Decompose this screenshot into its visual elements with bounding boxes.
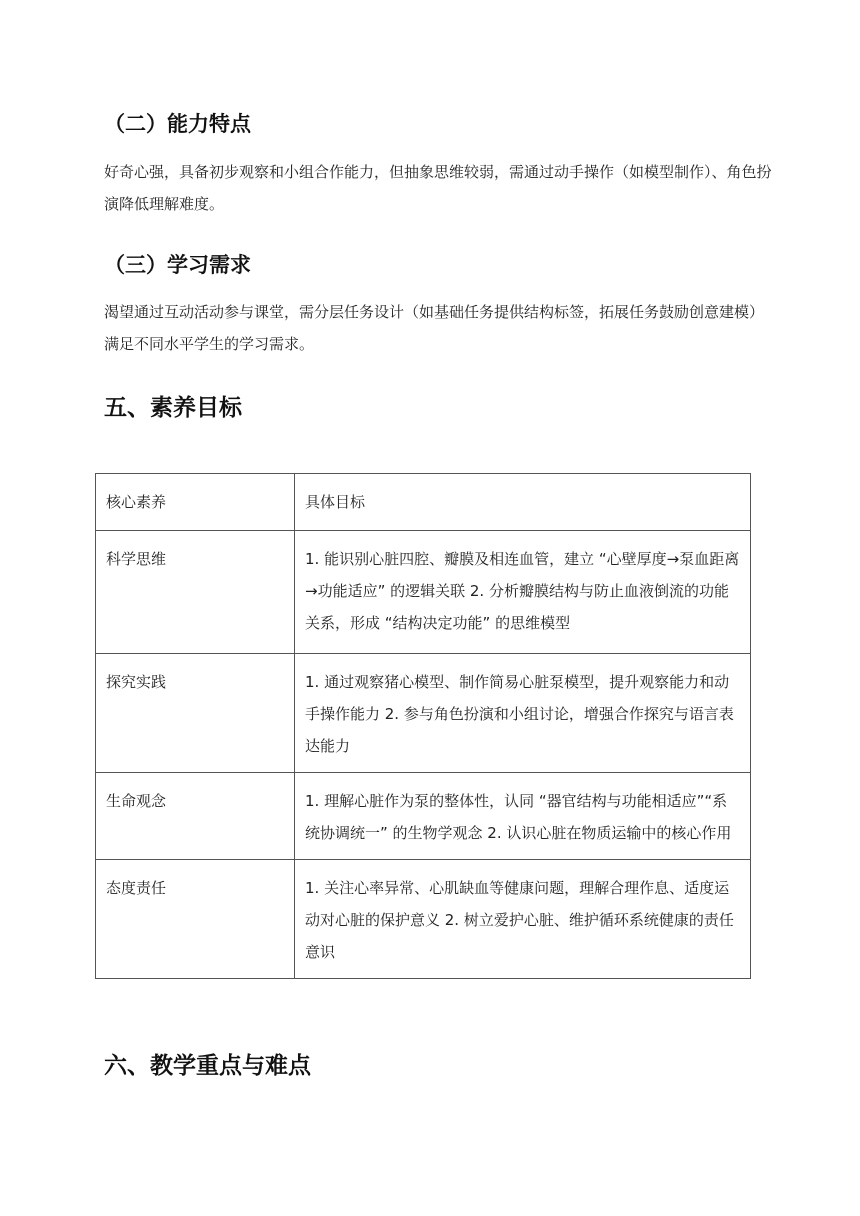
table-row xyxy=(96,531,751,654)
goals-table xyxy=(95,473,751,979)
literacy-cell: 探究实践 xyxy=(96,654,295,773)
section-text-needs: 渴望通过互动活动参与课堂，需分层任务设计（如基础任务提供结构标签，拓展任务鼓励创意建模）满足不同水平学生的学习需求。 xyxy=(104,303,765,353)
literacy-cell: 生命观念 xyxy=(96,773,295,860)
table-row xyxy=(96,773,751,860)
goal-cell: 1. 关注心率异常、心肌缺血等健康问题，理解合理作息、适度运动对心脏的保护意义 2. 树立爱护心脏、维护循环系统健康的责任意识 xyxy=(295,860,751,979)
goal-cell: 1. 理解心脏作为泵的整体性，认同 “器官结构与功能相适应”“系统协调统一” 的生物学观念 2. 认识心脏在物质运输中的核心作用 xyxy=(295,773,751,860)
section-heading-needs: （三）学习需求 xyxy=(104,253,251,277)
section-heading-key-points: 六、教学重点与难点 xyxy=(104,1053,311,1079)
goal-cell: 1. 能识别心脏四腔、瓣膜及相连血管，建立 “心壁厚度→泵血距离→功能适应” 的逻辑关联 2. 分析瓣膜结构与防止血液倒流的功能关系，形成 “结构决定功能” 的思维模型 xyxy=(295,531,751,654)
literacy-cell: 科学思维 xyxy=(96,531,295,654)
table-row xyxy=(96,654,751,773)
literacy-cell: 态度责任 xyxy=(96,860,295,979)
section-text-ability: 好奇心强，具备初步观察和小组合作能力，但抽象思维较弱，需通过动手操作（如模型制作）、角色扮演降低理解难度。 xyxy=(104,163,772,213)
section-heading-goals: 五、素养目标 xyxy=(104,395,242,421)
table-row xyxy=(96,860,751,979)
table-header-row xyxy=(96,474,751,531)
section-heading-ability: （二）能力特点 xyxy=(104,112,251,136)
goal-cell: 1. 通过观察猪心模型、制作简易心脏泵模型，提升观察能力和动手操作能力 2. 参与角色扮演和小组讨论，增强合作探究与语言表达能力 xyxy=(295,654,751,773)
table-header-cell: 具体目标 xyxy=(295,474,751,531)
table-header-cell: 核心素养 xyxy=(96,474,295,531)
